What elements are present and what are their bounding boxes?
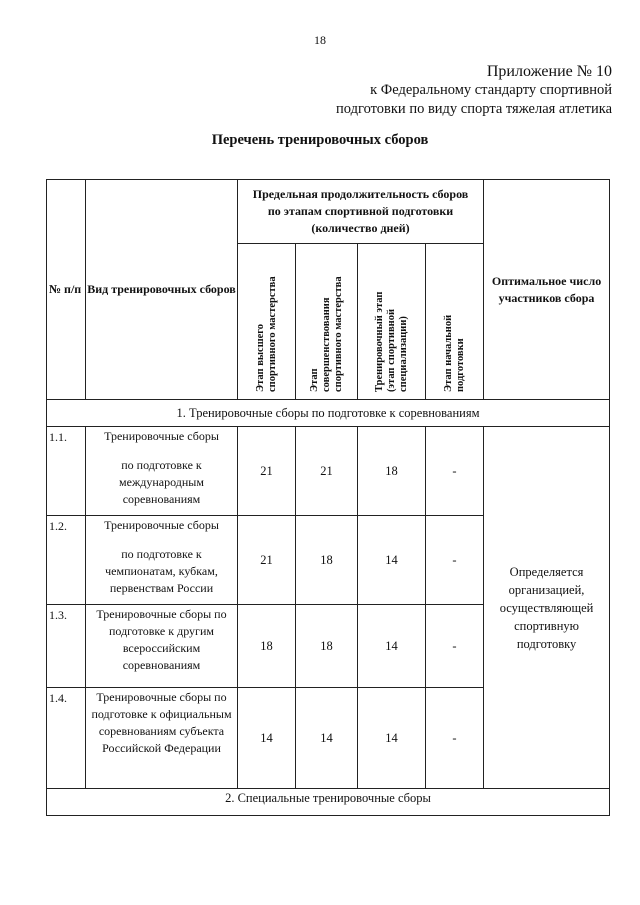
- value-initial: -: [426, 605, 484, 688]
- row-name-part-a: Тренировочные сборы: [104, 518, 219, 532]
- row-name: [86, 427, 238, 516]
- stage-label: Этап начальной подготовки: [442, 314, 466, 392]
- row-name-part-b: по подготовке к международным соревнованиям: [119, 458, 204, 506]
- section-row-1: [47, 400, 610, 427]
- row-name-part-b: по подготовке к чемпионатам, кубкам, первенствам России: [105, 547, 218, 595]
- header-row-1: [47, 180, 610, 244]
- row-number: 1.2.: [47, 516, 86, 605]
- appendix-number: Приложение № 10: [486, 63, 612, 80]
- header-duration-group: Предельная продолжительность сборов по этапам спортивной подготовки (количество дней): [238, 180, 484, 244]
- row-number: 1.4.: [47, 688, 86, 789]
- optimal-participants: Определяется организацией, осуществляющей спортивную подготовку: [484, 427, 610, 789]
- value-higher: 18: [238, 605, 296, 688]
- value-higher: 21: [238, 516, 296, 605]
- section-2-title: 2. Специальные тренировочные сборы: [47, 789, 610, 816]
- row-name: [86, 516, 238, 605]
- header-stage-higher: [238, 244, 296, 400]
- appendix-header: [336, 62, 612, 119]
- row-number: 1.1.: [47, 427, 86, 516]
- value-initial: -: [426, 427, 484, 516]
- header-stage-initial: [426, 244, 484, 400]
- stage-label: Этап совершенствования спортивного мастерства: [308, 276, 344, 392]
- document-title: Перечень тренировочных сборов: [211, 132, 429, 148]
- training-camps-table: [46, 179, 610, 816]
- header-number: № п/п: [47, 180, 86, 400]
- section-row-2: [47, 789, 610, 816]
- row-name-gap: [86, 445, 237, 457]
- row-number: 1.3.: [47, 605, 86, 688]
- section-1-title: 1. Тренировочные сборы по подготовке к соревнованиям: [47, 400, 610, 427]
- header-optimal: Оптимальное число участников сбора: [484, 180, 610, 400]
- row-name-gap: [86, 534, 237, 546]
- value-improvement: 21: [296, 427, 358, 516]
- table-row: [47, 427, 610, 516]
- value-training: 18: [358, 427, 426, 516]
- page-number: 18: [314, 33, 326, 47]
- value-training: 14: [358, 605, 426, 688]
- value-improvement: 14: [296, 688, 358, 789]
- row-name-part-a: Тренировочные сборы по подготовке к официальным соревнованиям субъекта Российской Федерации: [91, 690, 232, 755]
- header-kind: Вид тренировочных сборов: [86, 180, 238, 400]
- value-improvement: 18: [296, 605, 358, 688]
- value-training: 14: [358, 688, 426, 789]
- value-higher: 21: [238, 427, 296, 516]
- value-improvement: 18: [296, 516, 358, 605]
- row-name: [86, 688, 238, 789]
- stage-label: Этап высшего спортивного мастерства: [254, 276, 278, 392]
- value-initial: -: [426, 688, 484, 789]
- appendix-line-2: к Федеральному стандарту спортивной: [370, 82, 612, 98]
- value-higher: 14: [238, 688, 296, 789]
- row-name: [86, 605, 238, 688]
- row-name-part-a: Тренировочные сборы по подготовке к другим всероссийским соревнованиям: [96, 607, 227, 672]
- header-stage-training: [358, 244, 426, 400]
- header-stage-improvement: [296, 244, 358, 400]
- value-initial: -: [426, 516, 484, 605]
- value-training: 14: [358, 516, 426, 605]
- appendix-line-3: подготовки по виду спорта тяжелая атлетика: [336, 101, 612, 117]
- row-name-part-a: Тренировочные сборы: [104, 429, 219, 443]
- stage-label: Тренировочный этап (этап спортивной специализации): [373, 291, 409, 392]
